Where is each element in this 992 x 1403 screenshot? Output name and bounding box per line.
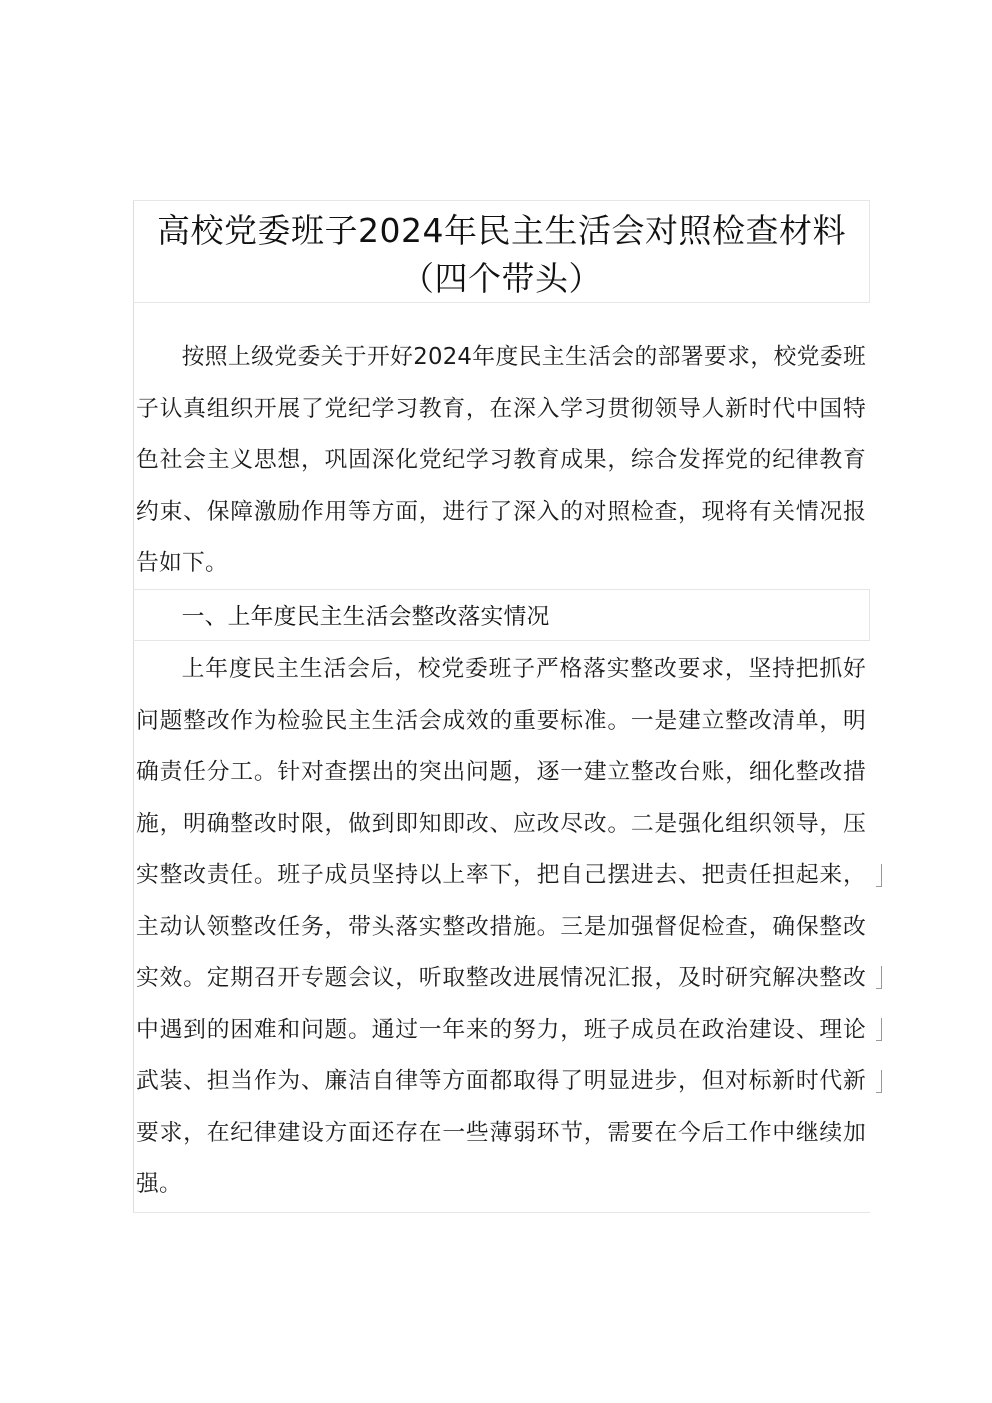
frame-top-border — [133, 200, 870, 201]
frame-bottom-border — [133, 1212, 870, 1213]
margin-mark — [876, 864, 882, 887]
margin-mark — [876, 1018, 882, 1041]
document-title-line2: （四个带头） — [401, 259, 602, 298]
section-paragraph-1: 上年度民主生活会后，校党委班子严格落实整改要求，坚持把抓好问题整改作为检验民主生活会成效的重要标准。一是建立整改清单，明确责任分工。针对查摆出的突出问题，逐一建立整改台账，细化整改措施，明确整改时限，做到即知即改、应改尽改。二是强化组织领导，压实整改责任。班子成员坚持以上率下，把自己摆进去、把责任担起来，主动认领整改任务，带头落实整改措施。三是加强督促检查，确保整改实效。定期召开专题会议，听取整改进展情况汇报，及时研究解决整改中遇到的困难和问题。通过一年来的努力，班子成员在政治建设、理论武装、担当作为、廉洁自律等方面都取得了明显进步，但对标新时代新要求，在纪律建设方面还存在一些薄弱环节，需要在今后工作中继续加强。 — [136, 656, 866, 1197]
section-heading-1: 一、上年度民主生活会整改落实情况 — [181, 604, 550, 630]
document-title-line1: 高校党委班子2024年民主生活会对照检查材料 — [157, 211, 846, 250]
margin-mark — [876, 966, 882, 989]
margin-mark — [876, 1070, 882, 1093]
frame-left-border — [133, 200, 134, 1212]
intro-paragraph: 按照上级党委关于开好2024年度民主生活会的部署要求，校党委班子认真组织开展了党纪学习教育，在深入学习贯彻领导人新时代中国特色社会主义思想，巩固深化党纪学习教育成果，综合发挥党的纪律教育约束、保障激励作用等方面，进行了深入的对照检查，现将有关情况报告如下。 — [136, 344, 866, 576]
frame-right-border-heading — [869, 589, 870, 640]
